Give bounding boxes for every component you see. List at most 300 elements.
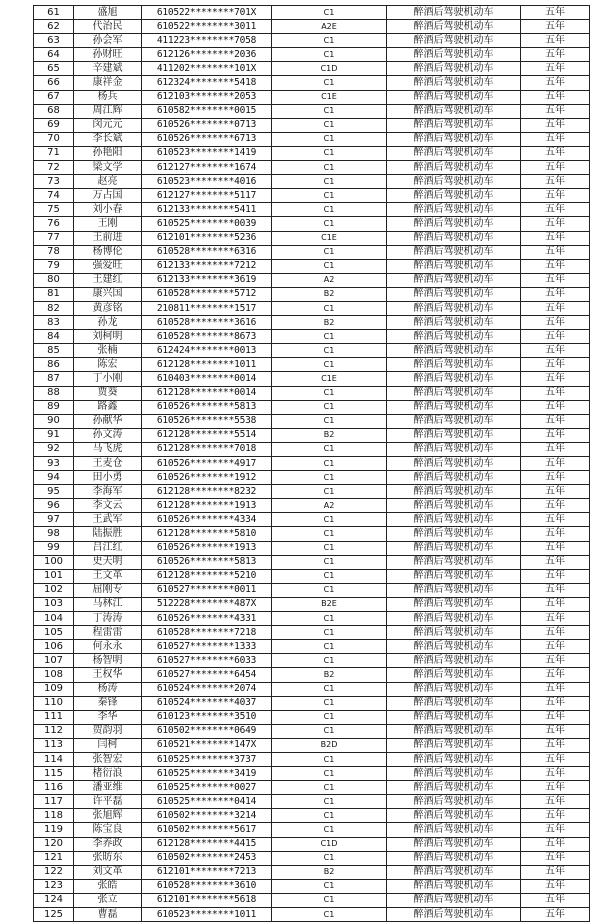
- person-name-cell: 盛旭: [74, 6, 142, 20]
- license-class-cell: C1: [272, 541, 387, 555]
- table-row: [34, 809, 590, 823]
- penalty-term-cell: 五年: [521, 62, 590, 76]
- offense-description-cell: 醉酒后驾驶机动车: [387, 640, 521, 654]
- person-name-cell: 马林江: [74, 597, 142, 611]
- id-number-cell: 610527********1333: [142, 640, 272, 654]
- license-class-cell: C1: [272, 893, 387, 907]
- table-row: [34, 640, 590, 654]
- table-row: [34, 358, 590, 372]
- license-class-cell: C1: [272, 710, 387, 724]
- license-class-cell: C1: [272, 76, 387, 90]
- id-number-cell: 612128********1913: [142, 499, 272, 513]
- person-name-cell: 张立: [74, 893, 142, 907]
- table-row: [34, 837, 590, 851]
- penalty-term-cell: 五年: [521, 217, 590, 231]
- license-class-cell: B2E: [272, 597, 387, 611]
- table-row: [34, 217, 590, 231]
- id-number-cell: 610526********4917: [142, 457, 272, 471]
- person-name-cell: 张皓: [74, 879, 142, 893]
- id-number-cell: 610528********3610: [142, 879, 272, 893]
- person-name-cell: 王麦仓: [74, 457, 142, 471]
- row-number-cell: 101: [34, 569, 74, 583]
- penalty-term-cell: 五年: [521, 330, 590, 344]
- table-row: [34, 386, 590, 400]
- license-class-cell: C1: [272, 809, 387, 823]
- person-name-cell: 杨博伦: [74, 245, 142, 259]
- penalty-term-cell: 五年: [521, 837, 590, 851]
- row-number-cell: 69: [34, 118, 74, 132]
- id-number-cell: 612126********2036: [142, 48, 272, 62]
- person-name-cell: 贺韵羽: [74, 724, 142, 738]
- row-number-cell: 98: [34, 527, 74, 541]
- id-number-cell: 612128********1011: [142, 358, 272, 372]
- table-row: [34, 485, 590, 499]
- offense-description-cell: 醉酒后驾驶机动车: [387, 597, 521, 611]
- table-row: [34, 34, 590, 48]
- row-number-cell: 96: [34, 499, 74, 513]
- offense-description-cell: 醉酒后驾驶机动车: [387, 767, 521, 781]
- offense-description-cell: 醉酒后驾驶机动车: [387, 823, 521, 837]
- row-number-cell: 88: [34, 386, 74, 400]
- person-name-cell: 闫柯: [74, 738, 142, 752]
- offense-description-cell: 醉酒后驾驶机动车: [387, 513, 521, 527]
- penalty-term-cell: 五年: [521, 668, 590, 682]
- penalty-term-cell: 五年: [521, 583, 590, 597]
- id-number-cell: 610527********6454: [142, 668, 272, 682]
- person-name-cell: 楮衍浪: [74, 767, 142, 781]
- row-number-cell: 91: [34, 428, 74, 442]
- penalty-term-cell: 五年: [521, 612, 590, 626]
- id-number-cell: 612128********0014: [142, 386, 272, 400]
- id-number-cell: 612101********7213: [142, 865, 272, 879]
- person-name-cell: 杨智明: [74, 654, 142, 668]
- license-class-cell: C1E: [272, 231, 387, 245]
- offense-description-cell: 醉酒后驾驶机动车: [387, 231, 521, 245]
- row-number-cell: 75: [34, 203, 74, 217]
- row-number-cell: 62: [34, 20, 74, 34]
- row-number-cell: 95: [34, 485, 74, 499]
- penalty-term-cell: 五年: [521, 76, 590, 90]
- offense-description-cell: 醉酒后驾驶机动车: [387, 837, 521, 851]
- offense-description-cell: 醉酒后驾驶机动车: [387, 358, 521, 372]
- penalty-term-cell: 五年: [521, 626, 590, 640]
- penalty-term-cell: 五年: [521, 710, 590, 724]
- license-class-cell: C1: [272, 203, 387, 217]
- offense-description-cell: 醉酒后驾驶机动车: [387, 795, 521, 809]
- penalty-term-cell: 五年: [521, 908, 590, 922]
- row-number-cell: 99: [34, 541, 74, 555]
- id-number-cell: 612101********5236: [142, 231, 272, 245]
- table-row: [34, 654, 590, 668]
- table-row: [34, 90, 590, 104]
- offense-description-cell: 醉酒后驾驶机动车: [387, 273, 521, 287]
- table-row: [34, 203, 590, 217]
- row-number-cell: 119: [34, 823, 74, 837]
- id-number-cell: 610582********0015: [142, 104, 272, 118]
- id-number-cell: 610528********5712: [142, 287, 272, 301]
- row-number-cell: 83: [34, 316, 74, 330]
- row-number-cell: 82: [34, 301, 74, 315]
- id-number-cell: 612128********5514: [142, 428, 272, 442]
- table-row: [34, 626, 590, 640]
- row-number-cell: 115: [34, 767, 74, 781]
- penalty-term-cell: 五年: [521, 48, 590, 62]
- penalty-term-cell: 五年: [521, 485, 590, 499]
- table-row: [34, 781, 590, 795]
- person-name-cell: 李长斌: [74, 132, 142, 146]
- penalty-term-cell: 五年: [521, 189, 590, 203]
- row-number-cell: 70: [34, 132, 74, 146]
- row-number-cell: 77: [34, 231, 74, 245]
- penalty-term-cell: 五年: [521, 161, 590, 175]
- table-row: [34, 471, 590, 485]
- license-class-cell: C1: [272, 485, 387, 499]
- offense-description-cell: 醉酒后驾驶机动车: [387, 879, 521, 893]
- person-name-cell: 陆振胜: [74, 527, 142, 541]
- person-name-cell: 孙献华: [74, 414, 142, 428]
- license-class-cell: B2: [272, 865, 387, 879]
- id-number-cell: 610523********4016: [142, 175, 272, 189]
- person-name-cell: 陈宝良: [74, 823, 142, 837]
- offense-description-cell: 醉酒后驾驶机动车: [387, 541, 521, 555]
- id-number-cell: 610523********1419: [142, 146, 272, 160]
- document-page: [33, 5, 590, 922]
- offense-description-cell: 醉酒后驾驶机动车: [387, 132, 521, 146]
- id-number-cell: 610526********5538: [142, 414, 272, 428]
- person-name-cell: 许平磊: [74, 795, 142, 809]
- license-class-cell: C1: [272, 400, 387, 414]
- id-number-cell: 612128********5210: [142, 569, 272, 583]
- license-class-cell: C1: [272, 908, 387, 922]
- person-name-cell: 王建红: [74, 273, 142, 287]
- license-class-cell: B2D: [272, 738, 387, 752]
- person-name-cell: 赵亮: [74, 175, 142, 189]
- license-class-cell: C1D: [272, 837, 387, 851]
- license-class-cell: C1: [272, 358, 387, 372]
- license-class-cell: C1: [272, 696, 387, 710]
- id-number-cell: 612127********5117: [142, 189, 272, 203]
- person-name-cell: 李华: [74, 710, 142, 724]
- table-row: [34, 668, 590, 682]
- person-name-cell: 康祥金: [74, 76, 142, 90]
- row-number-cell: 110: [34, 696, 74, 710]
- person-name-cell: 杨涛: [74, 682, 142, 696]
- table-row: [34, 513, 590, 527]
- license-class-cell: C1: [272, 682, 387, 696]
- id-number-cell: 610526********1913: [142, 541, 272, 555]
- table-row: [34, 583, 590, 597]
- table-row: [34, 457, 590, 471]
- row-number-cell: 92: [34, 442, 74, 456]
- table-row: [34, 132, 590, 146]
- person-name-cell: 李养政: [74, 837, 142, 851]
- offense-description-cell: 醉酒后驾驶机动车: [387, 457, 521, 471]
- row-number-cell: 85: [34, 344, 74, 358]
- person-name-cell: 曹磊: [74, 908, 142, 922]
- license-class-cell: A2: [272, 273, 387, 287]
- license-class-cell: C1: [272, 823, 387, 837]
- table-row: [34, 738, 590, 752]
- offense-description-cell: 醉酒后驾驶机动车: [387, 245, 521, 259]
- id-number-cell: 610526********5813: [142, 555, 272, 569]
- row-number-cell: 74: [34, 189, 74, 203]
- id-number-cell: 610526********6713: [142, 132, 272, 146]
- offense-description-cell: 醉酒后驾驶机动车: [387, 612, 521, 626]
- id-number-cell: 610526********0713: [142, 118, 272, 132]
- id-number-cell: 610526********4334: [142, 513, 272, 527]
- penalty-term-cell: 五年: [521, 287, 590, 301]
- row-number-cell: 87: [34, 372, 74, 386]
- license-class-cell: C1E: [272, 372, 387, 386]
- offense-description-cell: 醉酒后驾驶机动车: [387, 569, 521, 583]
- row-number-cell: 90: [34, 414, 74, 428]
- penalty-term-cell: 五年: [521, 752, 590, 766]
- row-number-cell: 73: [34, 175, 74, 189]
- license-class-cell: C1: [272, 217, 387, 231]
- row-number-cell: 71: [34, 146, 74, 160]
- table-row: [34, 316, 590, 330]
- person-name-cell: 代治民: [74, 20, 142, 34]
- penalty-term-cell: 五年: [521, 104, 590, 118]
- offense-description-cell: 醉酒后驾驶机动车: [387, 6, 521, 20]
- license-class-cell: C1: [272, 161, 387, 175]
- license-class-cell: C1: [272, 442, 387, 456]
- license-class-cell: C1: [272, 555, 387, 569]
- row-number-cell: 76: [34, 217, 74, 231]
- id-number-cell: 612133********5411: [142, 203, 272, 217]
- penalty-term-cell: 五年: [521, 372, 590, 386]
- id-number-cell: 610522********3011: [142, 20, 272, 34]
- license-class-cell: C1: [272, 654, 387, 668]
- license-class-cell: C1: [272, 795, 387, 809]
- row-number-cell: 103: [34, 597, 74, 611]
- table-row: [34, 245, 590, 259]
- id-number-cell: 610526********1912: [142, 471, 272, 485]
- id-number-cell: 210811********1517: [142, 301, 272, 315]
- offense-description-cell: 醉酒后驾驶机动车: [387, 62, 521, 76]
- penalty-term-cell: 五年: [521, 640, 590, 654]
- id-number-cell: 610502********3214: [142, 809, 272, 823]
- offense-description-cell: 醉酒后驾驶机动车: [387, 90, 521, 104]
- row-number-cell: 118: [34, 809, 74, 823]
- license-class-cell: C1: [272, 118, 387, 132]
- license-class-cell: A2: [272, 499, 387, 513]
- row-number-cell: 113: [34, 738, 74, 752]
- penalty-term-cell: 五年: [521, 471, 590, 485]
- row-number-cell: 93: [34, 457, 74, 471]
- table-row: [34, 541, 590, 555]
- id-number-cell: 612424********0013: [142, 344, 272, 358]
- offense-description-cell: 醉酒后驾驶机动车: [387, 752, 521, 766]
- id-number-cell: 610524********2074: [142, 682, 272, 696]
- row-number-cell: 84: [34, 330, 74, 344]
- row-number-cell: 120: [34, 837, 74, 851]
- id-number-cell: 610528********8673: [142, 330, 272, 344]
- person-name-cell: 周江辉: [74, 104, 142, 118]
- offense-description-cell: 醉酒后驾驶机动车: [387, 76, 521, 90]
- table-row: [34, 104, 590, 118]
- table-row: [34, 414, 590, 428]
- id-number-cell: 610525********3419: [142, 767, 272, 781]
- offense-description-cell: 醉酒后驾驶机动车: [387, 189, 521, 203]
- row-number-cell: 65: [34, 62, 74, 76]
- table-row: [34, 118, 590, 132]
- records-table-body: [34, 6, 590, 922]
- offense-description-cell: 醉酒后驾驶机动车: [387, 527, 521, 541]
- row-number-cell: 102: [34, 583, 74, 597]
- table-row: [34, 6, 590, 20]
- person-name-cell: 孙龙: [74, 316, 142, 330]
- person-name-cell: 杨兵: [74, 90, 142, 104]
- person-name-cell: 张昉东: [74, 851, 142, 865]
- row-number-cell: 61: [34, 6, 74, 20]
- offense-description-cell: 醉酒后驾驶机动车: [387, 414, 521, 428]
- table-row: [34, 231, 590, 245]
- offense-description-cell: 醉酒后驾驶机动车: [387, 908, 521, 922]
- offense-description-cell: 醉酒后驾驶机动车: [387, 400, 521, 414]
- table-row: [34, 865, 590, 879]
- id-number-cell: 610525********0039: [142, 217, 272, 231]
- table-row: [34, 597, 590, 611]
- person-name-cell: 陈宏: [74, 358, 142, 372]
- offense-description-cell: 醉酒后驾驶机动车: [387, 344, 521, 358]
- person-name-cell: 孙会军: [74, 34, 142, 48]
- id-number-cell: 610525********0414: [142, 795, 272, 809]
- offense-description-cell: 醉酒后驾驶机动车: [387, 20, 521, 34]
- penalty-term-cell: 五年: [521, 442, 590, 456]
- row-number-cell: 108: [34, 668, 74, 682]
- table-row: [34, 48, 590, 62]
- license-class-cell: C1: [272, 513, 387, 527]
- person-name-cell: 王前进: [74, 231, 142, 245]
- id-number-cell: 610528********3616: [142, 316, 272, 330]
- id-number-cell: 610528********6316: [142, 245, 272, 259]
- penalty-term-cell: 五年: [521, 245, 590, 259]
- penalty-term-cell: 五年: [521, 273, 590, 287]
- penalty-term-cell: 五年: [521, 316, 590, 330]
- license-class-cell: C1: [272, 189, 387, 203]
- id-number-cell: 612128********7018: [142, 442, 272, 456]
- penalty-term-cell: 五年: [521, 118, 590, 132]
- row-number-cell: 117: [34, 795, 74, 809]
- row-number-cell: 106: [34, 640, 74, 654]
- person-name-cell: 黄彦铭: [74, 301, 142, 315]
- person-name-cell: 路鑫: [74, 400, 142, 414]
- offense-description-cell: 醉酒后驾驶机动车: [387, 893, 521, 907]
- person-name-cell: 万占国: [74, 189, 142, 203]
- person-name-cell: 梁文学: [74, 161, 142, 175]
- person-name-cell: 王武军: [74, 513, 142, 527]
- row-number-cell: 125: [34, 908, 74, 922]
- id-number-cell: 610524********4037: [142, 696, 272, 710]
- license-class-cell: C1: [272, 569, 387, 583]
- penalty-term-cell: 五年: [521, 781, 590, 795]
- offense-description-cell: 醉酒后驾驶机动车: [387, 724, 521, 738]
- license-class-cell: C1: [272, 879, 387, 893]
- person-name-cell: 马飞虎: [74, 442, 142, 456]
- license-class-cell: B2: [272, 287, 387, 301]
- penalty-term-cell: 五年: [521, 203, 590, 217]
- row-number-cell: 89: [34, 400, 74, 414]
- id-number-cell: 612103********2053: [142, 90, 272, 104]
- row-number-cell: 64: [34, 48, 74, 62]
- license-class-cell: C1D: [272, 62, 387, 76]
- table-row: [34, 569, 590, 583]
- row-number-cell: 80: [34, 273, 74, 287]
- id-number-cell: 610526********5813: [142, 400, 272, 414]
- penalty-term-cell: 五年: [521, 175, 590, 189]
- row-number-cell: 105: [34, 626, 74, 640]
- row-number-cell: 111: [34, 710, 74, 724]
- person-name-cell: 刘文革: [74, 865, 142, 879]
- person-name-cell: 田小勇: [74, 471, 142, 485]
- id-number-cell: 612128********5810: [142, 527, 272, 541]
- table-row: [34, 696, 590, 710]
- table-row: [34, 499, 590, 513]
- penalty-term-cell: 五年: [521, 146, 590, 160]
- table-row: [34, 710, 590, 724]
- table-row: [34, 400, 590, 414]
- person-name-cell: 何永永: [74, 640, 142, 654]
- offense-description-cell: 醉酒后驾驶机动车: [387, 259, 521, 273]
- row-number-cell: 107: [34, 654, 74, 668]
- person-name-cell: 秦锋: [74, 696, 142, 710]
- id-number-cell: 610502********5617: [142, 823, 272, 837]
- person-name-cell: 丁小刚: [74, 372, 142, 386]
- id-number-cell: 411223********7058: [142, 34, 272, 48]
- table-row: [34, 161, 590, 175]
- penalty-term-cell: 五年: [521, 6, 590, 20]
- row-number-cell: 114: [34, 752, 74, 766]
- records-table: [33, 5, 590, 922]
- offense-description-cell: 醉酒后驾驶机动车: [387, 175, 521, 189]
- row-number-cell: 123: [34, 879, 74, 893]
- penalty-term-cell: 五年: [521, 527, 590, 541]
- license-class-cell: C1: [272, 104, 387, 118]
- person-name-cell: 康兴国: [74, 287, 142, 301]
- id-number-cell: 612128********8232: [142, 485, 272, 499]
- license-class-cell: C1: [272, 132, 387, 146]
- penalty-term-cell: 五年: [521, 301, 590, 315]
- table-row: [34, 428, 590, 442]
- person-name-cell: 辛建斌: [74, 62, 142, 76]
- license-class-cell: C1: [272, 6, 387, 20]
- penalty-term-cell: 五年: [521, 344, 590, 358]
- table-row: [34, 527, 590, 541]
- table-row: [34, 795, 590, 809]
- license-class-cell: C1: [272, 175, 387, 189]
- table-row: [34, 555, 590, 569]
- table-row: [34, 724, 590, 738]
- table-row: [34, 175, 590, 189]
- id-number-cell: 610123********3510: [142, 710, 272, 724]
- row-number-cell: 67: [34, 90, 74, 104]
- table-row: [34, 344, 590, 358]
- person-name-cell: 王文革: [74, 569, 142, 583]
- person-name-cell: 王权华: [74, 668, 142, 682]
- license-class-cell: C1E: [272, 90, 387, 104]
- table-row: [34, 372, 590, 386]
- offense-description-cell: 醉酒后驾驶机动车: [387, 583, 521, 597]
- offense-description-cell: 醉酒后驾驶机动车: [387, 316, 521, 330]
- id-number-cell: 612133********7212: [142, 259, 272, 273]
- row-number-cell: 94: [34, 471, 74, 485]
- person-name-cell: 王刚: [74, 217, 142, 231]
- offense-description-cell: 醉酒后驾驶机动车: [387, 710, 521, 724]
- penalty-term-cell: 五年: [521, 767, 590, 781]
- id-number-cell: 610525********3737: [142, 752, 272, 766]
- penalty-term-cell: 五年: [521, 851, 590, 865]
